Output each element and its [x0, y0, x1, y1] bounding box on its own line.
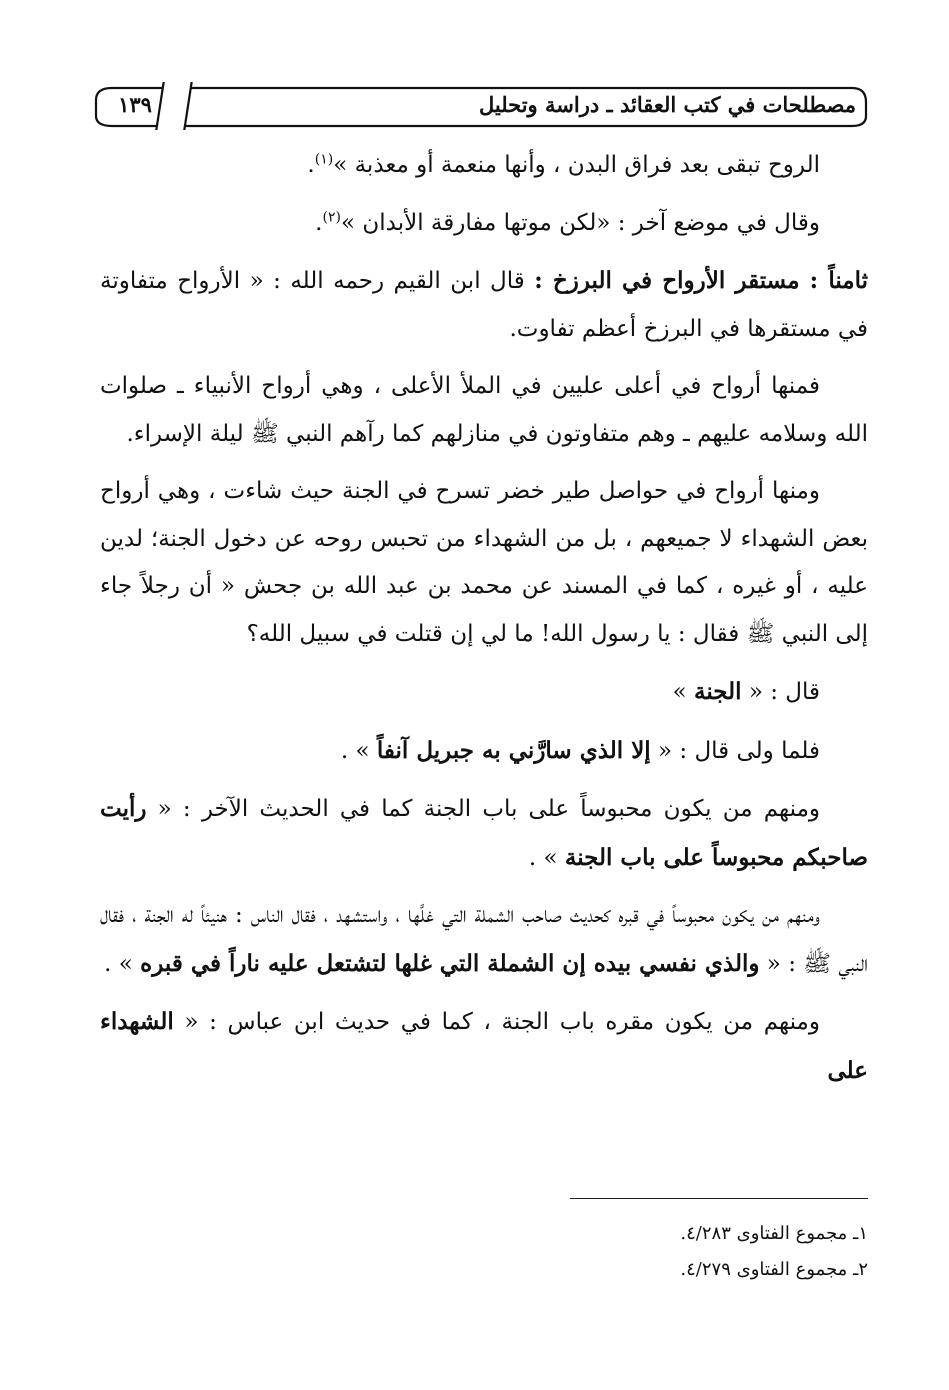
paragraph-2: وقال في موضع آخر : «لكن موتها مفارقة الأبدان »$^{(٢)}$. [315, 208, 820, 236]
footnote-1: ١ـ مجموع الفتاوى ٤/٢٨٣. [680, 1223, 868, 1244]
footnote-divider [570, 1198, 868, 1199]
section-heading: ثامناً : مستقر الأرواح في البرزخ : [534, 267, 868, 294]
footnotes [468, 1216, 868, 1288]
footnote-ref-1[interactable]: (١) [314, 151, 334, 168]
page-number: ١٣٩ [118, 92, 152, 117]
paragraph-10: ومنهم من يكون مقره باب الجنة ، كما في حديث ابن عباس : « الشهداء على [100, 1008, 868, 1084]
footnote-2: ٢ـ مجموع الفتاوى ٤/٢٧٩. [680, 1259, 868, 1280]
paragraph-1: الروح تبقى بعد فراق البدن ، وأنها منعمة أو معذبة »$^{(١)}$. [307, 151, 820, 178]
footnote-ref-2[interactable]: (٢) [322, 208, 341, 225]
paragraph-5: ومنها أرواح في حواصل طير خضر تسرح في الجنة حيث شاءت ، وهي أرواح بعض الشهداء لا جميعهم ، بل من الشهداء من تحبس روحه عن دخول الجنة؛ لدين عليه ، أو غيره ، كما في المسند عن محمد بن عبد الله بن جحش « أن رجلاً جاء إلى النبي ﷺ فقال : يا رسول الله! ما لي إن قتلت في سبيل الله؟ [100, 478, 868, 647]
paragraph-6: قال : « الجنة » [672, 678, 820, 705]
paragraph-9: ومنهم من يكون محبوساً في قبره كحديث صاحب الشملة التي غلَّها ، واستشهد ، فقال الناس : هنيئاً له الجنة ، فقال النبي ﷺ : « والذي نفسي بيده إن الشملة التي غلها لتشتعل عليه ناراً في قبره » . [100, 902, 868, 977]
header-title: مصطلحات في كتب العقائد ـ دراسة وتحليل [478, 92, 856, 117]
body-text [100, 142, 868, 1105]
running-header [92, 82, 870, 130]
paragraph-7: فلما ولى قال : « إلا الذي سارَّني به جبريل آنفاً » . [340, 736, 820, 764]
paragraph-3: ثامناً : مستقر الأرواح في البرزخ : قال ابن القيم رحمه الله : « الأرواح متفاوتة في مستقرها في البرزخ أعظم تفاوت. [100, 267, 868, 342]
paragraph-8: ومنهم من يكون محبوساً على باب الجنة كما في الحديث الآخر : « رأيت صاحبكم محبوساً على باب الجنة » . [100, 795, 868, 871]
paragraph-4: فمنها أرواح في أعلى عليين في الملأ الأعلى ، وهي أرواح الأنبياء ـ صلوات الله وسلامه عليهم ـ وهم متفاوتون في منازلهم كما رآهم النبي ﷺ ليلة الإسراء. [100, 373, 868, 447]
